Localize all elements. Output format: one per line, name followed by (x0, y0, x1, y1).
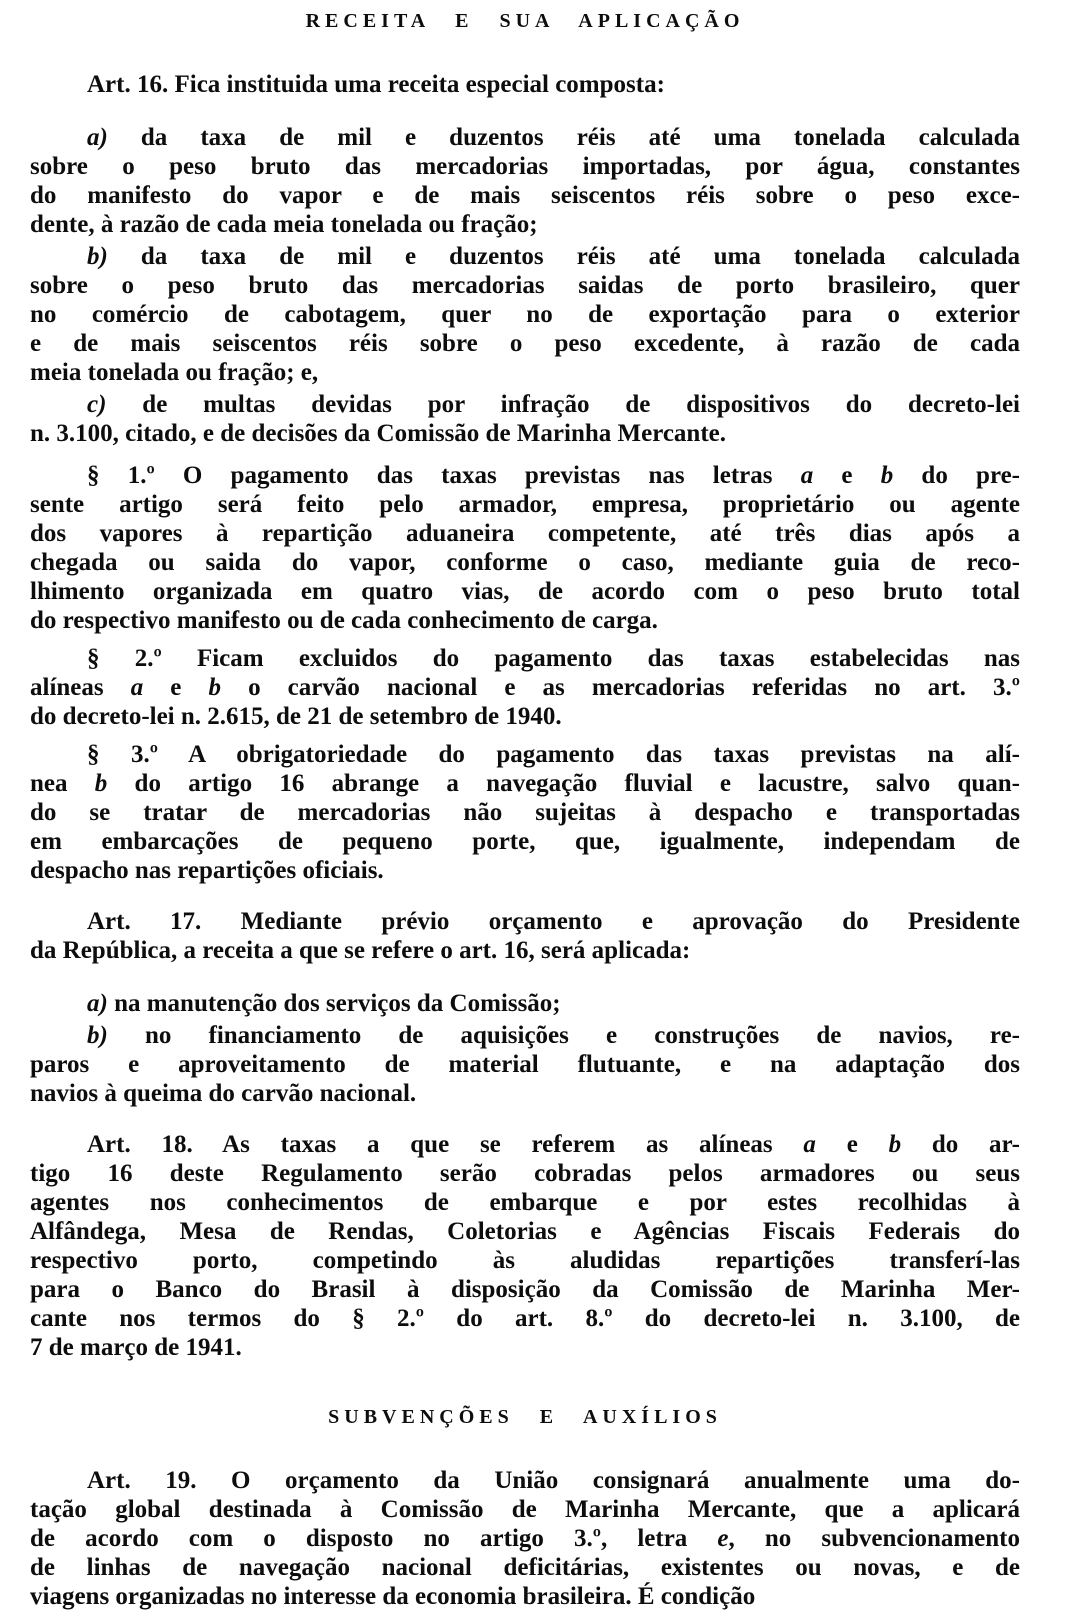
article-paragraph (30, 1130, 1020, 1362)
italic-text-segment: b (208, 674, 221, 701)
text-line: Alfândega, Mesa de Rendas, Coletorias e Agências Fiscais Federais do (30, 1218, 1020, 1245)
text-segment: do pre- (893, 462, 1021, 489)
text-segment: e (143, 674, 209, 701)
italic-text-segment: b (94, 770, 108, 797)
text-line (30, 390, 1020, 419)
text-segment: Art. 18. As taxas a que se referem as alíneas (87, 1131, 804, 1158)
text-segment: no financiamento de aquisições e construções de navios, re- (107, 1022, 1020, 1049)
text-line: meia tonelada ou fração; e, (30, 359, 319, 386)
italic-text-segment: b) (87, 1022, 108, 1049)
text-line: de linhas de navegação nacional deficitárias, existentes ou novas, e de (30, 1554, 1020, 1581)
text-line: lhimento organizada em quatro vias, de acordo com o peso bruto total (30, 578, 1020, 605)
text-line: do respectivo manifesto ou de cada conhecimento de carga. (30, 607, 658, 634)
text-line: da República, a receita a que se refere o art. 16, será aplicada: (30, 937, 691, 964)
article-paragraph (30, 1466, 1020, 1611)
italic-text-segment: a) (87, 124, 108, 151)
text-line: navios à queima do carvão nacional. (30, 1080, 417, 1107)
text-line: do decreto-lei n. 2.615, de 21 de setembro de 1940. (30, 703, 562, 730)
text-line (30, 461, 1020, 490)
text-line: Art. 19. O orçamento da União consignará anualmente uma do- (87, 1467, 1020, 1494)
section-heading: RECEITA E SUA APLICAÇÃO (305, 10, 745, 32)
text-line: Art. 16. Fica instituida uma receita especial composta: (87, 71, 665, 98)
text-line: do manifesto do vapor e de mais seiscentos réis sobre o peso exce- (30, 182, 1020, 209)
text-line (30, 123, 1020, 152)
text-line: dos vapores à repartição aduaneira competente, até três dias após a (30, 520, 1020, 547)
text-line: no comércio de cabotagem, quer no de exportação para o exterior (30, 301, 1020, 328)
text-segment: de multas devidas por infração de dispositivos do decreto-lei (106, 391, 1020, 418)
subsection-heading: SUBVENÇÕES E AUXÍLIOS (328, 1406, 722, 1428)
text-segment: nea (30, 770, 95, 797)
text-line: agentes nos conhecimentos de embarque e por estes recolhidas à (30, 1189, 1020, 1216)
text-segment: de acordo com o disposto no artigo 3.º, letra (30, 1525, 718, 1552)
italic-text-segment: a) (87, 990, 108, 1017)
italic-text-segment: b (888, 1131, 902, 1158)
text-segment: da taxa de mil e duzentos réis até uma tonelada calculada (107, 124, 1020, 151)
section-paragraph (30, 740, 1020, 885)
text-segment: e (813, 462, 881, 489)
text-segment: do ar- (901, 1131, 1020, 1158)
text-line: em embarcações de pequeno porte, que, igualmente, independam de (30, 828, 1020, 855)
italic-text-segment: b (880, 462, 894, 489)
list-item-paragraph (30, 242, 1020, 387)
text-line: sobre o peso bruto das mercadorias saidas de porto brasileiro, quer (30, 272, 1020, 299)
text-line: sobre o peso bruto das mercadorias importadas, por água, constantes (30, 153, 1020, 180)
section-paragraph (30, 461, 1020, 635)
text-line: n. 3.100, citado, e de decisões da Comissão de Marinha Mercante. (30, 420, 727, 447)
text-segment: § 1.º O pagamento das taxas previstas nas letras (87, 462, 801, 489)
text-line: do se tratar de mercadorias não sujeitas à despacho e transportadas (30, 799, 1020, 826)
text-line (30, 673, 1020, 702)
text-line: despacho nas repartições oficiais. (30, 857, 384, 884)
list-item-paragraph (30, 1021, 1020, 1108)
text-segment: do artigo 16 abrange a navegação fluvial e lacustre, salvo quan- (107, 770, 1021, 797)
text-line (30, 1524, 1020, 1553)
text-line (30, 1130, 1020, 1159)
text-line: tigo 16 deste Regulamento serão cobradas pelos armadores ou seus (30, 1160, 1020, 1187)
text-line (30, 989, 1020, 1018)
text-line: Art. 17. Mediante prévio orçamento e aprovação do Presidente (87, 908, 1020, 935)
list-item-paragraph (30, 390, 1020, 448)
text-line: tação global destinada à Comissão de Marinha Mercante, que a aplicará (30, 1496, 1020, 1523)
list-item-paragraph (30, 989, 1020, 1018)
italic-text-segment: e (717, 1525, 729, 1552)
text-line (30, 769, 1020, 798)
text-line: chegada ou saida do vapor, conforme o caso, mediante guia de reco- (30, 549, 1020, 576)
section-paragraph (30, 644, 1020, 731)
text-segment: o carvão nacional e as mercadorias referidas no art. 3.º (221, 674, 1020, 701)
text-line: § 3.º A obrigatoriedade do pagamento das taxas previstas na alí- (87, 741, 1020, 768)
italic-text-segment: b) (87, 243, 108, 270)
text-line (30, 242, 1020, 271)
text-segment: na manutenção dos serviços da Comissão; (107, 990, 561, 1017)
text-line: 7 de março de 1941. (30, 1334, 242, 1361)
text-line: para o Banco do Brasil à disposição da Comissão de Marinha Mer- (30, 1276, 1020, 1303)
italic-text-segment: a (130, 674, 144, 701)
text-segment: alíneas (30, 674, 131, 701)
text-line (30, 1021, 1020, 1050)
italic-text-segment: c) (87, 391, 107, 418)
text-segment: da taxa de mil e duzentos réis até uma tonelada calculada (107, 243, 1020, 270)
italic-text-segment: a (800, 462, 814, 489)
text-line: dente, à razão de cada meia tonelada ou fração; (30, 211, 538, 238)
text-segment: e (815, 1131, 889, 1158)
text-line: viagens organizadas no interesse da economia brasileira. É condição (30, 1583, 756, 1610)
text-line: cante nos termos do § 2.º do art. 8.º do decreto-lei n. 3.100, de (30, 1305, 1020, 1332)
text-line: e de mais seiscentos réis sobre o peso excedente, à razão de cada (30, 330, 1020, 357)
article-paragraph (30, 907, 1020, 965)
text-segment: , no subvencionamento (728, 1525, 1020, 1552)
list-item-paragraph (30, 123, 1020, 239)
text-line: paros e aproveitamento de material flutuante, e na adaptação dos (30, 1051, 1020, 1078)
article-paragraph (30, 70, 1020, 99)
text-line: respectivo porto, competindo às aludidas repartições transferí-las (30, 1247, 1020, 1274)
text-line: § 2.º Ficam excluidos do pagamento das taxas estabelecidas nas (87, 645, 1020, 672)
italic-text-segment: a (803, 1131, 816, 1158)
text-line: sente artigo será feito pelo armador, empresa, proprietário ou agente (30, 491, 1020, 518)
